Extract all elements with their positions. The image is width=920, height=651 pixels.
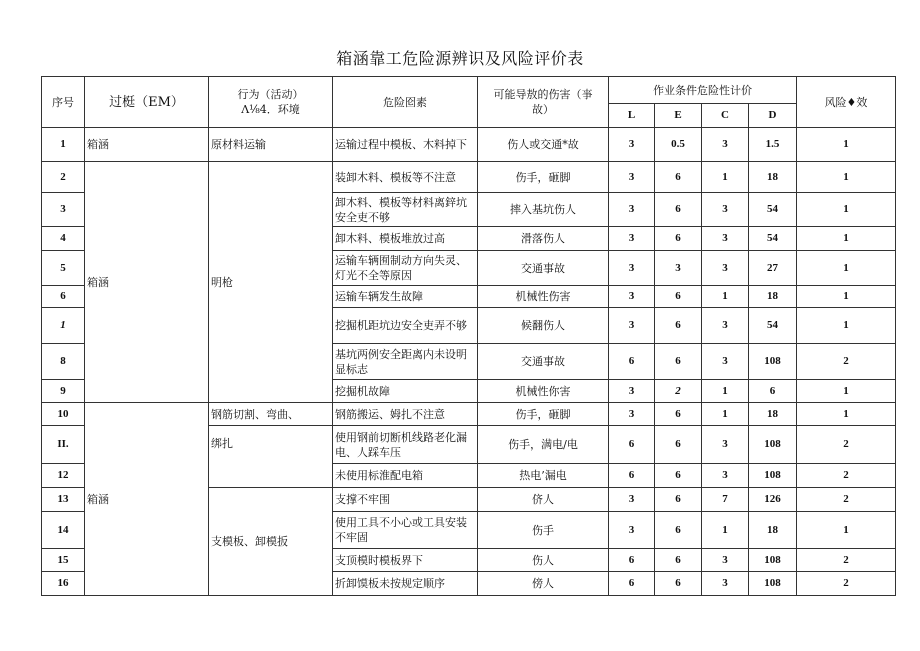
header-process: 过梃（EM） <box>85 77 209 128</box>
cell-no: 3 <box>42 193 85 227</box>
cell-C: 3 <box>702 308 749 344</box>
cell-C: 1 <box>702 162 749 193</box>
cell-L: 6 <box>609 464 655 488</box>
cell-harm: 伤人或交通*故 <box>478 128 609 162</box>
header-harm-line2: 故） <box>532 103 554 116</box>
cell-L: 3 <box>609 162 655 193</box>
cell-D: 108 <box>749 464 797 488</box>
cell-harm: 伤手，砸脚 <box>478 162 609 193</box>
cell-D: 54 <box>749 308 797 344</box>
header-activity <box>209 77 333 128</box>
cell-activity: 原材料运输 <box>209 128 333 162</box>
cell-harm: 傍人 <box>478 572 609 596</box>
cell-hazard: 运输过程中模板、木料掉下 <box>333 128 478 162</box>
cell-no: 1 <box>42 308 85 344</box>
cell-harm: 候翻伤人 <box>478 308 609 344</box>
cell-D: 27 <box>749 251 797 286</box>
cell-no: 1 <box>42 128 85 162</box>
cell-no: 16 <box>42 572 85 596</box>
cell-no: 4 <box>42 227 85 251</box>
cell-hazard: 挖掘机距坑边安全吏弄不够 <box>333 308 478 344</box>
cell-E: 6 <box>655 286 702 308</box>
header-harm-line1: 可能导敖的伤害（亊 <box>493 88 593 101</box>
cell-level: 1 <box>797 380 896 403</box>
cell-L: 3 <box>609 403 655 426</box>
cell-level: 2 <box>797 549 896 572</box>
cell-level: 1 <box>797 512 896 549</box>
cell-E: 6 <box>655 549 702 572</box>
cell-level: 1 <box>797 251 896 286</box>
cell-D: 108 <box>749 549 797 572</box>
cell-L: 3 <box>609 380 655 403</box>
cell-level: 2 <box>797 464 896 488</box>
cell-L: 3 <box>609 308 655 344</box>
cell-D: 1.5 <box>749 128 797 162</box>
cell-harm: 交通事故 <box>478 344 609 380</box>
cell-E: 6 <box>655 488 702 512</box>
cell-level: 1 <box>797 308 896 344</box>
cell-no: 15 <box>42 549 85 572</box>
cell-D: 18 <box>749 286 797 308</box>
cell-level: 1 <box>797 162 896 193</box>
header-D: D <box>749 104 797 128</box>
cell-process: 箱涵 <box>85 162 209 403</box>
cell-hazard: 运输车辆囿制动方向失灵、灯光不全等原因 <box>333 251 478 286</box>
cell-level: 2 <box>797 426 896 464</box>
cell-harm: 伤手 <box>478 512 609 549</box>
cell-hazard: 运输车辆发生故障 <box>333 286 478 308</box>
header-L: L <box>609 104 655 128</box>
cell-L: 6 <box>609 344 655 380</box>
cell-hazard: 挖掘机故障 <box>333 380 478 403</box>
header-hazard: 危险囵素 <box>333 77 478 128</box>
risk-table <box>41 76 896 596</box>
cell-activity: 明枪 <box>209 162 333 403</box>
cell-level: 2 <box>797 344 896 380</box>
cell-E: 6 <box>655 162 702 193</box>
cell-D: 18 <box>749 162 797 193</box>
cell-E: 6 <box>655 193 702 227</box>
cell-hazard: 钢筋搬运、姆扎不注意 <box>333 403 478 426</box>
cell-hazard: 基坑两例安全距离内未设明显标志 <box>333 344 478 380</box>
cell-harm: 伤手，砸脚 <box>478 403 609 426</box>
cell-L: 3 <box>609 512 655 549</box>
table-row <box>42 128 896 162</box>
page-title: 箱涵靠工危险源辨识及风险评价表 <box>336 49 584 68</box>
cell-E: 6 <box>655 403 702 426</box>
cell-E: 6 <box>655 572 702 596</box>
cell-E: 0.5 <box>655 128 702 162</box>
cell-hazard: 卸木料、模板等材料离鋅坑安全吏不够 <box>333 193 478 227</box>
cell-E: 6 <box>655 426 702 464</box>
cell-no: 2 <box>42 162 85 193</box>
cell-process: 箱涵 <box>85 403 209 596</box>
cell-harm: 机械性你害 <box>478 380 609 403</box>
cell-activity: 绑扎 <box>209 426 333 488</box>
cell-harm: 机械性伤害 <box>478 286 609 308</box>
cell-harm: 伤人 <box>478 549 609 572</box>
cell-harm: 滑落伤人 <box>478 227 609 251</box>
cell-process: 箱涵 <box>85 128 209 162</box>
cell-L: 3 <box>609 128 655 162</box>
cell-L: 3 <box>609 227 655 251</box>
cell-no: 9 <box>42 380 85 403</box>
cell-level: 1 <box>797 227 896 251</box>
cell-level: 1 <box>797 128 896 162</box>
cell-level: 1 <box>797 403 896 426</box>
cell-hazard: 使用工具不小心或工具安装不牢固 <box>333 512 478 549</box>
cell-D: 108 <box>749 344 797 380</box>
cell-D: 108 <box>749 572 797 596</box>
cell-no: 5 <box>42 251 85 286</box>
cell-no: II. <box>42 426 85 464</box>
header-E: E <box>655 104 702 128</box>
cell-L: 3 <box>609 251 655 286</box>
cell-activity: 钢筋切割、弯曲、 <box>209 403 333 426</box>
cell-hazard: 折卸馍板未按规定顺序 <box>333 572 478 596</box>
cell-hazard: 使用钢前切断机线路老化漏电、人踩车压 <box>333 426 478 464</box>
cell-D: 18 <box>749 403 797 426</box>
cell-level: 2 <box>797 488 896 512</box>
cell-C: 3 <box>702 344 749 380</box>
cell-C: 3 <box>702 426 749 464</box>
cell-hazard: 装卸木料、模板等不注意 <box>333 162 478 193</box>
cell-harm: 交通事故 <box>478 251 609 286</box>
cell-E: 3 <box>655 251 702 286</box>
cell-harm: 摔入基坑伤人 <box>478 193 609 227</box>
cell-no: 14 <box>42 512 85 549</box>
cell-L: 3 <box>609 488 655 512</box>
cell-harm: 热电’漏电 <box>478 464 609 488</box>
cell-D: 54 <box>749 227 797 251</box>
cell-E: 6 <box>655 308 702 344</box>
cell-level: 2 <box>797 572 896 596</box>
cell-D: 18 <box>749 512 797 549</box>
cell-L: 3 <box>609 286 655 308</box>
header-harm <box>478 77 609 128</box>
cell-D: 6 <box>749 380 797 403</box>
cell-C: 3 <box>702 464 749 488</box>
cell-hazard: 卸木料、模板堆放过高 <box>333 227 478 251</box>
cell-E: 6 <box>655 512 702 549</box>
cell-C: 1 <box>702 512 749 549</box>
cell-C: 3 <box>702 572 749 596</box>
cell-D: 54 <box>749 193 797 227</box>
cell-hazard: 支顶模时模板界下 <box>333 549 478 572</box>
cell-D: 108 <box>749 426 797 464</box>
header-activity-line2: Λ⅛4．环境 <box>241 103 300 116</box>
cell-C: 1 <box>702 380 749 403</box>
table-row <box>42 162 896 193</box>
cell-C: 3 <box>702 549 749 572</box>
cell-C: 1 <box>702 286 749 308</box>
cell-E: 6 <box>655 464 702 488</box>
cell-no: 12 <box>42 464 85 488</box>
cell-level: 1 <box>797 286 896 308</box>
cell-E: 6 <box>655 344 702 380</box>
cell-hazard: 未使用标淮配电箱 <box>333 464 478 488</box>
cell-L: 3 <box>609 193 655 227</box>
table-row <box>42 403 896 426</box>
cell-L: 6 <box>609 426 655 464</box>
cell-C: 3 <box>702 128 749 162</box>
cell-C: 3 <box>702 193 749 227</box>
cell-harm: 侪人 <box>478 488 609 512</box>
cell-no: 13 <box>42 488 85 512</box>
cell-C: 3 <box>702 227 749 251</box>
header-seq: 序号 <box>42 77 85 128</box>
header-activity-line1: 行为（活动） <box>237 88 304 101</box>
cell-D: 126 <box>749 488 797 512</box>
cell-E: 2 <box>655 380 702 403</box>
cell-L: 6 <box>609 549 655 572</box>
cell-no: 8 <box>42 344 85 380</box>
cell-no: 10 <box>42 403 85 426</box>
cell-harm: 伤手，满电/电 <box>478 426 609 464</box>
cell-no: 6 <box>42 286 85 308</box>
header-level: 风险♦效 <box>797 77 896 128</box>
cell-L: 6 <box>609 572 655 596</box>
cell-level: 1 <box>797 193 896 227</box>
cell-activity: 支模板、卸模扳 <box>209 488 333 596</box>
header-C: C <box>702 104 749 128</box>
header-risk-eval: 作业条件危险性计价 <box>609 77 797 104</box>
cell-C: 1 <box>702 403 749 426</box>
cell-C: 7 <box>702 488 749 512</box>
cell-E: 6 <box>655 227 702 251</box>
cell-hazard: 支撑不牢围 <box>333 488 478 512</box>
cell-C: 3 <box>702 251 749 286</box>
